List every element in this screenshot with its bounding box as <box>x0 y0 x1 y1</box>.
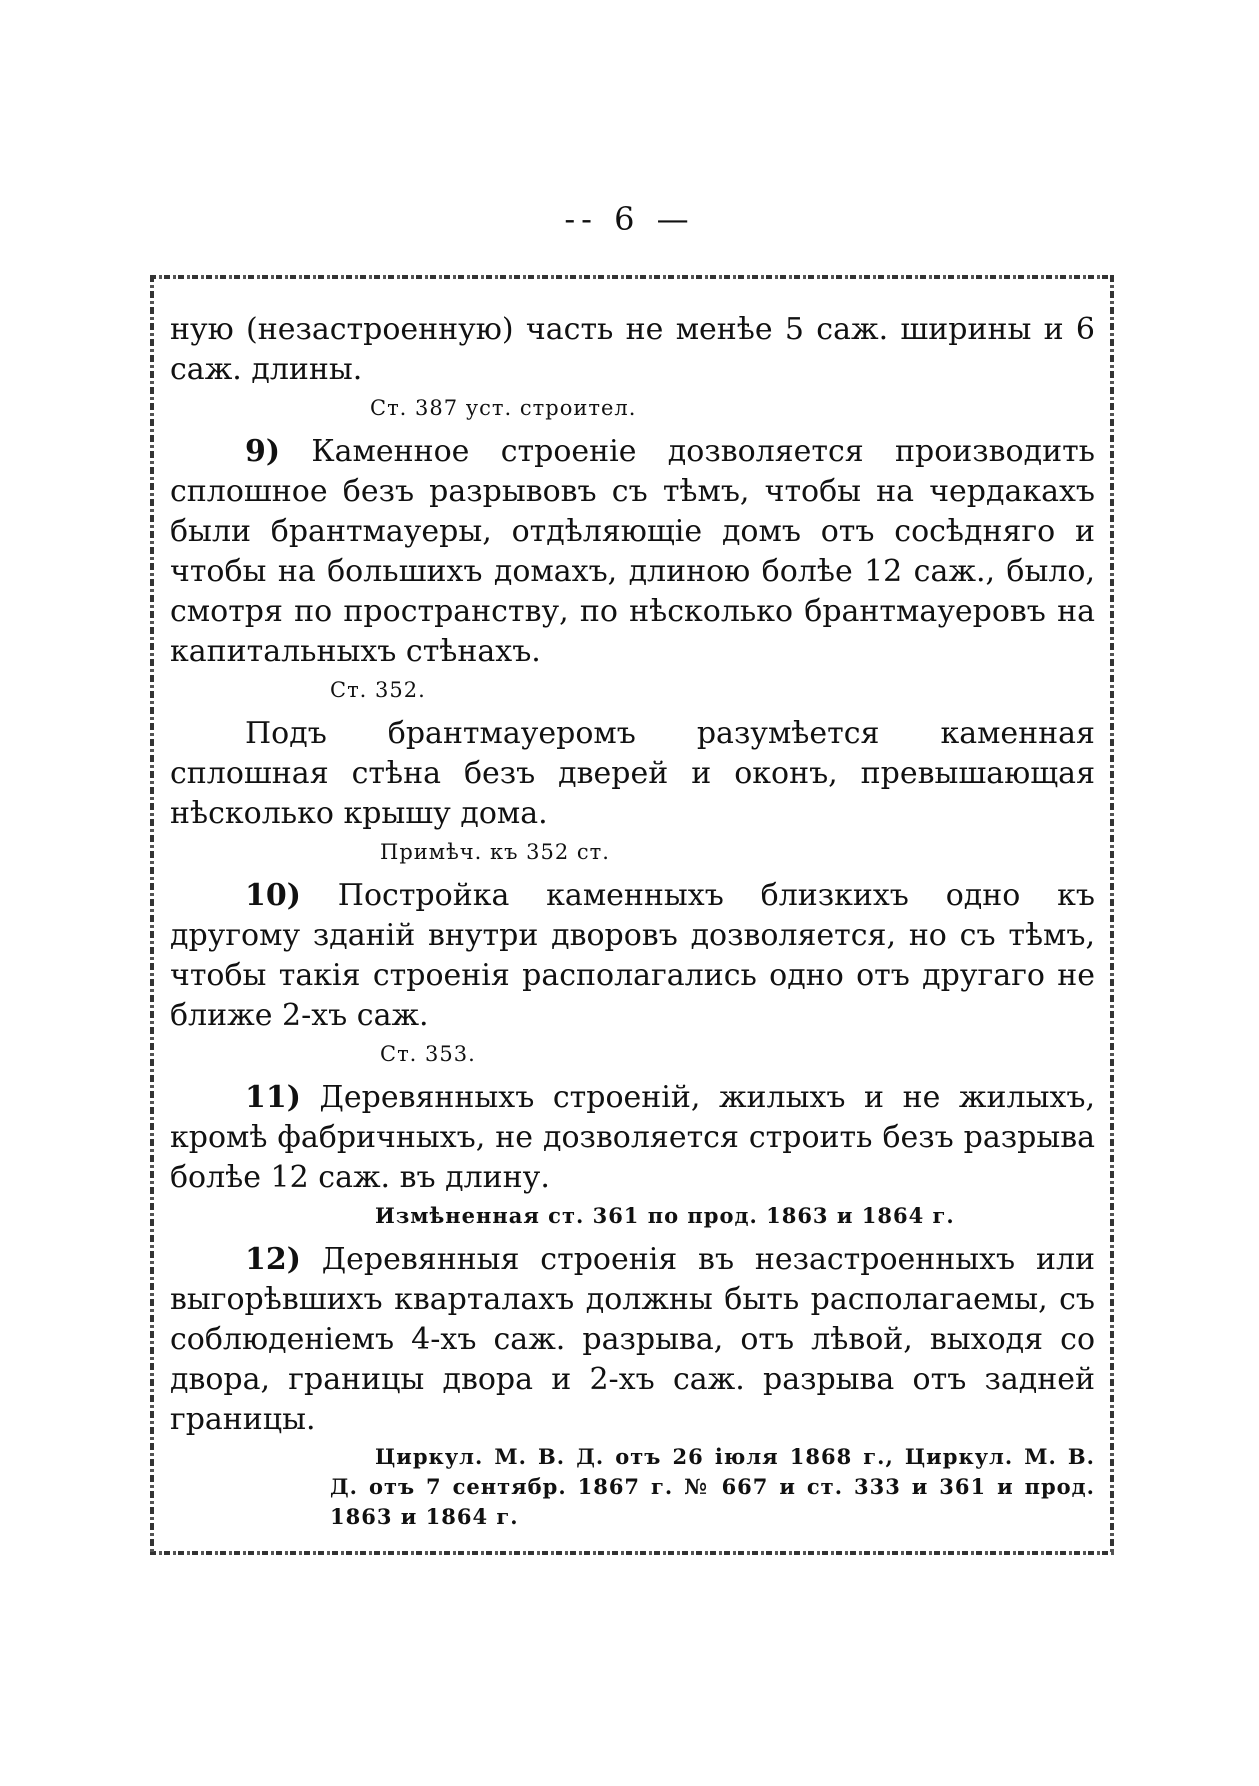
page-number: -- 6 — <box>564 200 695 238</box>
paragraph-number: 11) <box>245 1080 301 1115</box>
paragraph-10 <box>170 876 1095 1036</box>
paragraph-note: Подъ брантмауеромъ разумѣется каменная сплошная стѣна безъ дверей и оконъ, превышающая нѣсколько крышу дома. <box>170 716 1095 831</box>
paragraph-text: Деревянныхъ строеній, жилыхъ и не жилыхъ, кромѣ фабричныхъ, не дозволяется строить безъ разрыва болѣе 12 саж. въ длину. <box>170 1080 1095 1195</box>
frame-left-border <box>150 275 154 1555</box>
citation: Ст. 352. <box>330 678 426 702</box>
paragraph-12 <box>170 1240 1095 1440</box>
citation: Ст. 353. <box>380 1042 476 1066</box>
frame-bottom-border <box>150 1551 1114 1555</box>
paragraph-11 <box>170 1078 1095 1198</box>
citation: Измѣненная ст. 361 по прод. 1863 и 1864 г. <box>375 1203 955 1228</box>
paragraph-number: 10) <box>245 878 301 913</box>
paragraph-9 <box>170 432 1095 672</box>
frame-top-border <box>150 275 1114 279</box>
citation: Ст. 387 уст. строител. <box>370 396 637 420</box>
frame-right-border <box>1110 275 1114 1555</box>
paragraph-number: 12) <box>245 1242 301 1277</box>
paragraph-text: Постройка каменныхъ близкихъ одно къ другому зданій внутри дворовъ дозволяется, но съ тѣмъ, чтобы такія строенія располагались одно отъ другаго не ближе 2-хъ саж. <box>170 878 1095 1033</box>
paragraph-text: Каменное строеніе дозволяется производить сплошное безъ разрывовъ съ тѣмъ, чтобы на чердакахъ были брантмауеры, отдѣляющіе домъ отъ сосѣдняго и чтобы на большихъ домахъ, длиною болѣе 12 саж., было, смотря по пространству, по нѣсколько брантмауеровъ на капитальныхъ стѣнахъ. <box>170 434 1095 669</box>
page-content <box>170 310 1095 1540</box>
citation: Циркул. М. В. Д. отъ 26 іюля 1868 г., Циркул. М. В. Д. отъ 7 сентябр. 1867 г. № 667 и ст. 333 и 361 и прод. 1863 и 1864 г. <box>330 1444 1095 1529</box>
citation: Примѣч. къ 352 ст. <box>380 840 610 864</box>
paragraph-continuation: ную (незастроенную) часть не менѣе 5 саж. ширины и 6 саж. длины. <box>170 312 1095 387</box>
paragraph-text: Деревянныя строенія въ незастроенныхъ или выгорѣвшихъ кварталахъ должны быть располагаемы, съ соблюденіемъ 4-хъ саж. разрыва, отъ лѣвой, выходя со двора, границы двора и 2-хъ саж. разрыва отъ задней границы. <box>170 1242 1095 1437</box>
paragraph-number: 9) <box>245 434 281 469</box>
